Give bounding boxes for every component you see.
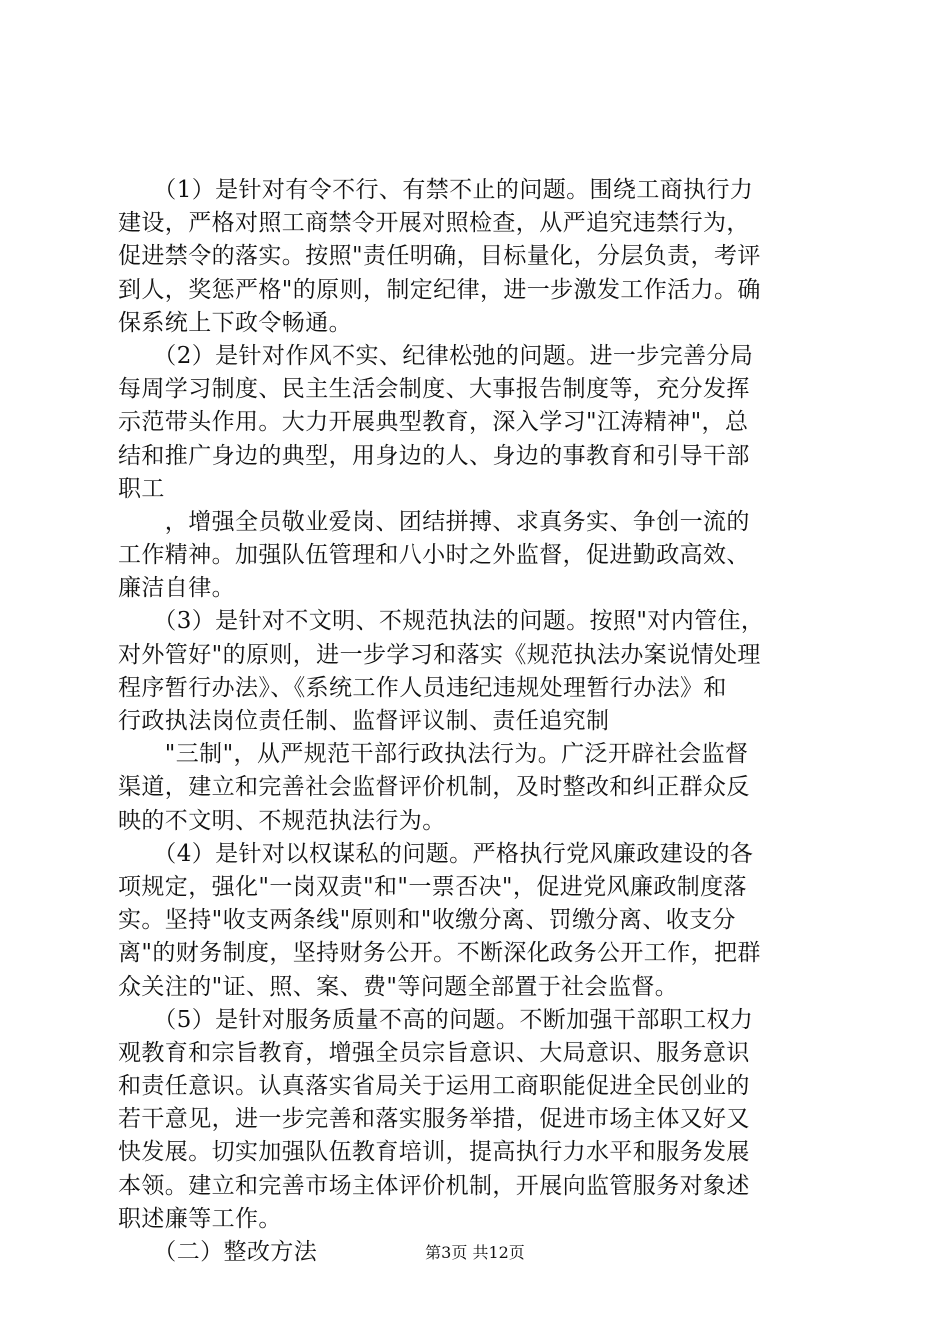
page-number: 第3页 共12页 (425, 1243, 525, 1262)
text-line: 程序暂行办法》、《系统工作人员违纪违规处理暂行办法》和 (118, 674, 727, 701)
text-line: 观教育和宗旨教育，增强全员宗旨意识、大局意识、服务意识 (118, 1039, 750, 1066)
text-line: 渠道，建立和完善社会监督评价机制，及时整改和纠正群众反 (118, 774, 750, 801)
text-line: "三制"，从严规范干部行政执法行为。广泛开辟社会监督 (118, 741, 749, 768)
text-line: 和责任意识。认真落实省局关于运用工商职能促进全民创业的 (118, 1073, 750, 1100)
text-line: ，增强全员敬业爱岗、团结拼搏、求真务实、争创一流的 (118, 508, 750, 535)
text-line: 离"的财务制度，坚持财务公开。不断深化政务公开工作，把群 (118, 940, 761, 967)
text-line: （3）是针对不文明、不规范执法的问题。按照"对内管住， (118, 608, 765, 635)
text-line: 众关注的"证、照、案、费"等问题全部置于社会监督。 (118, 973, 679, 1000)
text-line: 结和推广身边的典型，用身边的人、身边的事教育和引导干部 (118, 442, 750, 469)
text-line: （5）是针对服务质量不高的问题。不断加强干部职工权力 (118, 1006, 754, 1033)
text-line: 保系统上下政令畅通。 (118, 309, 352, 336)
text-line: （4）是针对以权谋私的问题。严格执行党风廉政建设的各 (118, 840, 754, 867)
text-line: 每周学习制度、民主生活会制度、大事报告制度等，充分发挥 (118, 376, 750, 403)
text-line: 工作精神。加强队伍管理和八小时之外监督，促进勤政高效、 (118, 542, 750, 569)
text-line: （2）是针对作风不实、纪律松弛的问题。进一步完善分局 (118, 342, 754, 369)
text-line: 职述廉等工作。 (118, 1205, 282, 1232)
text-line: 项规定，强化"一岗双责"和"一票否决"，促进党风廉政制度落 (118, 873, 747, 900)
text-line: 行政执法岗位责任制、监督评议制、责任追究制 (118, 708, 610, 734)
section-heading: （二）整改方法 (118, 1239, 318, 1265)
text-line: 示范带头作用。大力开展典型教育，深入学习"江涛精神"，总 (118, 409, 749, 436)
text-line: 若干意见，进一步完善和落实服务举措，促进市场主体又好又 (118, 1106, 750, 1133)
text-line: 映的不文明、不规范执法行为。 (118, 807, 446, 834)
document-body (118, 174, 836, 1269)
text-line: 到人，奖惩严格"的原则，制定纪律，进一步激发工作活力。确 (118, 276, 761, 303)
text-line: 建设，严格对照工商禁令开展对照检查，从严追究违禁行为， (118, 210, 750, 237)
text-line: 实。坚持"收支两条线"原则和"收缴分离、罚缴分离、收支分 (118, 907, 736, 934)
text-line: 快发展。切实加强队伍教育培训，提高执行力水平和服务发展 (118, 1139, 750, 1166)
text-line: 本领。建立和完善市场主体评价机制，开展向监管服务对象述 (118, 1172, 750, 1199)
text-line: 促进禁令的落实。按照"责任明确，目标量化，分层负责，考评 (118, 243, 761, 270)
text-line: 廉洁自律。 (118, 575, 235, 602)
text-line: 职工 (118, 475, 165, 502)
text-line: （1）是针对有令不行、有禁不止的问题。围绕工商执行力 (118, 177, 754, 203)
text-line: 对外管好"的原则，进一步学习和落实《规范执法办案说情处理 (118, 641, 761, 668)
